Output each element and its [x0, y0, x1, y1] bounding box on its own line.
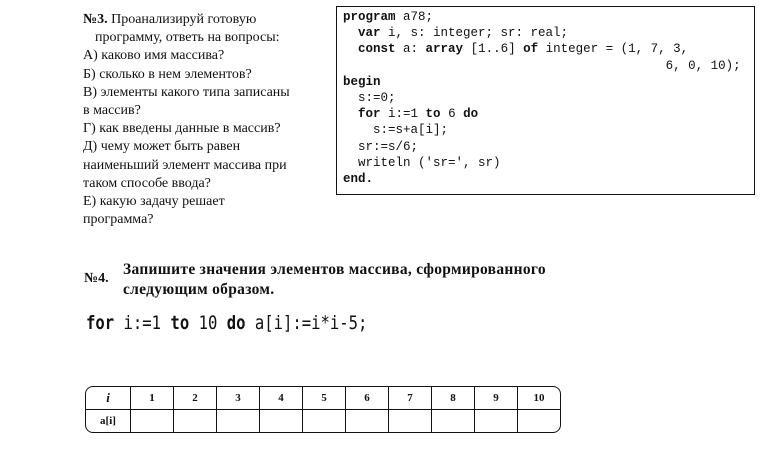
- header-cell: 3: [217, 387, 260, 410]
- task3-number: №3.: [83, 12, 108, 27]
- header-cell: 6: [346, 387, 389, 410]
- header-cell: 5: [303, 387, 346, 410]
- answer-table: [85, 386, 561, 433]
- question-a: А) каково имя массива?: [83, 48, 225, 64]
- code-keyword: do: [226, 312, 246, 334]
- code-keyword: end.: [343, 172, 374, 187]
- code-keyword: for: [358, 107, 381, 122]
- header-cell: 10: [518, 387, 560, 410]
- answer-cell[interactable]: [174, 410, 217, 432]
- code-keyword: do: [463, 107, 479, 122]
- question-b: Б) сколько в нем элементов?: [83, 66, 252, 82]
- question-c: В) элементы какого типа записаны: [83, 84, 290, 100]
- code-keyword: array: [425, 42, 464, 57]
- header-cell: 1: [131, 387, 174, 410]
- header-cell: 7: [389, 387, 432, 410]
- answer-cell[interactable]: [303, 410, 346, 432]
- code-keyword: begin: [343, 74, 381, 89]
- question-e-cont: наименьший элемент массива при: [83, 157, 287, 173]
- header-cell: 9: [475, 387, 518, 410]
- header-cell: 4: [260, 387, 303, 410]
- answer-cell[interactable]: [518, 410, 560, 432]
- code-keyword: program: [343, 10, 396, 24]
- task4-number: №4.: [84, 271, 109, 286]
- code-text: 10: [189, 312, 227, 334]
- code-text: sr:=s/6;: [358, 139, 419, 154]
- task4-code: [86, 312, 367, 334]
- answer-cell[interactable]: [131, 410, 174, 432]
- question-c-cont: в массив?: [83, 103, 141, 119]
- code-text: 6: [440, 107, 464, 122]
- code-keyword: of: [523, 42, 539, 57]
- code-keyword: to: [425, 107, 441, 122]
- code-text: writeln ('sr=', sr): [358, 155, 501, 170]
- header-cell: 8: [432, 387, 475, 410]
- question-f-cont: программа?: [83, 212, 154, 228]
- task3-line: №3. Проанализируй готовую: [83, 12, 257, 27]
- code-text: a[i]:=i*i-5;: [245, 312, 368, 334]
- task4-text-line: Запишите значения элементов массива, сформированного: [123, 261, 546, 278]
- answer-cell[interactable]: [260, 410, 303, 432]
- task4-text-line: следующим образом.: [123, 281, 275, 298]
- code-text: i:=1: [114, 312, 171, 334]
- code-text: [1..6]: [463, 42, 524, 57]
- header-label: i: [86, 387, 131, 410]
- task3-line: программу, ответь на вопросы:: [95, 30, 280, 46]
- code-keyword: const: [358, 42, 396, 57]
- question-e-cont: таком способе ввода?: [83, 175, 211, 191]
- task4-text: [123, 260, 683, 300]
- code-keyword: var: [358, 26, 381, 41]
- code-text: a78;: [395, 10, 434, 24]
- program-code-box: [336, 6, 755, 195]
- row-label: a[i]: [86, 410, 131, 432]
- code-text: s:=0;: [358, 91, 396, 106]
- code-text: integer = (1, 7, 3,: [538, 42, 689, 57]
- question-d: Г) как введены данные в массив?: [83, 121, 281, 137]
- answer-cell[interactable]: [346, 410, 389, 432]
- task3-block: [83, 11, 333, 229]
- header-cell: 2: [174, 387, 217, 410]
- code-keyword: to: [170, 312, 190, 334]
- code-keyword: for: [86, 312, 115, 334]
- code-text: a:: [395, 42, 426, 57]
- answer-cell[interactable]: [217, 410, 260, 432]
- code-text: s:=s+a[i];: [373, 123, 449, 138]
- question-f: Е) какую задачу решает: [83, 194, 225, 210]
- answer-cell[interactable]: [432, 410, 475, 432]
- answer-cell[interactable]: [475, 410, 518, 432]
- code-text: i, s: integer; sr: real;: [380, 26, 569, 41]
- question-e: Д) чему может быть равен: [83, 139, 241, 155]
- code-text: 6, 0, 10);: [665, 58, 741, 73]
- answer-cell[interactable]: [389, 410, 432, 432]
- code-text: i:=1: [380, 107, 426, 122]
- table-header-row: [86, 387, 560, 410]
- table-value-row: [86, 410, 560, 432]
